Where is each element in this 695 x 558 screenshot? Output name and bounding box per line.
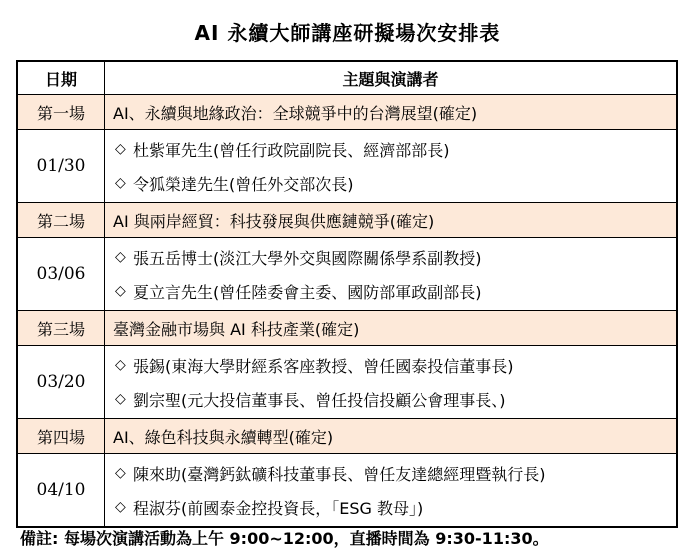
- header-topic: 主題與演講者: [105, 61, 678, 95]
- diamond-bullet-icon: ◇: [115, 283, 126, 299]
- session-row: [17, 203, 677, 238]
- table-header-row: [17, 61, 677, 95]
- session-date: 04/10: [17, 454, 105, 528]
- speaker-item: [105, 490, 676, 524]
- session-label: 第三場: [17, 311, 105, 346]
- speaker-item: [105, 240, 676, 274]
- diamond-bullet-icon: ◇: [115, 465, 126, 481]
- speaker-text: 夏立言先生(曾任陸委會主委、國防部軍政副部長): [133, 282, 482, 302]
- session-label: 第一場: [17, 95, 105, 130]
- session-topic: AI、永續與地緣政治：全球競爭中的台灣展望(確定): [105, 95, 678, 130]
- speaker-text: 張五岳博士(淡江大學外交與國際關係學系副教授): [133, 248, 482, 268]
- schedule-table: [16, 60, 678, 528]
- speaker-text: 張錫(東海大學財經系客座教授、曾任國泰投信董事長): [133, 356, 514, 376]
- header-date: 日期: [17, 61, 105, 95]
- session-label: 第二場: [17, 203, 105, 238]
- speaker-item: [105, 348, 676, 382]
- speaker-item: [105, 382, 676, 416]
- diamond-bullet-icon: ◇: [115, 357, 126, 373]
- speaker-row: [17, 238, 677, 311]
- session-topic: AI、綠色科技與永續轉型(確定): [105, 419, 678, 454]
- speaker-row: [17, 454, 677, 528]
- session-topic: 臺灣金融市場與 AI 科技產業(確定): [105, 311, 678, 346]
- session-date: 03/20: [17, 346, 105, 419]
- diamond-bullet-icon: ◇: [115, 499, 126, 515]
- speaker-text: 程淑芬(前國泰金控投資長，「ESG 教母」): [133, 498, 424, 518]
- diamond-bullet-icon: ◇: [115, 391, 126, 407]
- speaker-item: [105, 274, 676, 308]
- speaker-item: [105, 166, 676, 200]
- speaker-text: 令狐榮達先生(曾任外交部次長): [133, 174, 354, 194]
- session-topic: AI 與兩岸經貿：科技發展與供應鏈競爭(確定): [105, 203, 678, 238]
- speaker-text: 杜紫軍先生(曾任行政院副院長、經濟部部長): [133, 140, 450, 160]
- diamond-bullet-icon: ◇: [115, 249, 126, 265]
- session-row: [17, 419, 677, 454]
- diamond-bullet-icon: ◇: [115, 141, 126, 157]
- speaker-text: 劉宗聖(元大投信董事長、曾任投信投顧公會理事長、): [133, 390, 506, 410]
- session-label: 第四場: [17, 419, 105, 454]
- page-title: AI 永續大師講座研擬場次安排表: [194, 21, 501, 45]
- speaker-item: [105, 132, 676, 166]
- diamond-bullet-icon: ◇: [115, 175, 126, 191]
- speaker-item: [105, 456, 676, 490]
- speaker-row: [17, 130, 677, 203]
- session-row: [17, 95, 677, 130]
- speaker-text: 陳來助(臺灣鈣鈦礦科技董事長、曾任友達總經理暨執行長): [133, 464, 546, 484]
- session-date: 01/30: [17, 130, 105, 203]
- session-date: 03/06: [17, 238, 105, 311]
- session-row: [17, 311, 677, 346]
- speaker-row: [17, 346, 677, 419]
- footnote: 備註: 每場次演講活動為上午 9:00~12:00，直播時間為 9:30-11:30。: [20, 529, 549, 548]
